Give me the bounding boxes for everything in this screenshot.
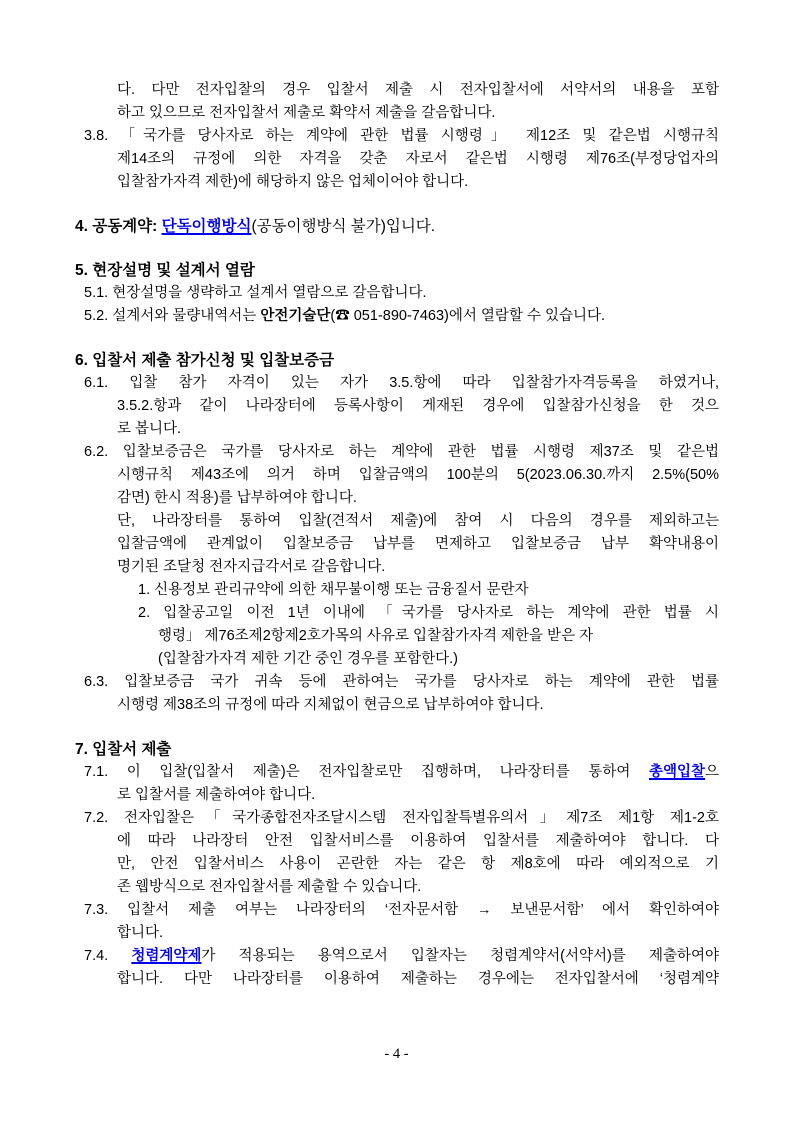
- text-line: [84, 945, 719, 968]
- text-segment: 3.8. 「국가를 당사자로 하는 계약에 관한 법률 시행령」 제12조 및 같은법 시행규칙: [84, 128, 719, 144]
- text-line: [117, 418, 719, 441]
- bold-text-segment: 7. 입찰서 제출: [75, 741, 172, 758]
- text-segment: 7.2. 전자입찰은「국가종합전자조달시스템 전자입찰특별유의서」제7조 제1항 제1-2호: [84, 810, 719, 826]
- text-segment: 5.2. 설계서와 물량내역서는: [84, 308, 261, 324]
- section-4-heading: [75, 215, 719, 238]
- text-line: [84, 807, 719, 830]
- text-segment: 5.1. 현장설명을 생략하고 설계서 열람으로 갈음합니다.: [84, 285, 427, 301]
- text-segment: 6.1. 입찰 참가 자격이 있는 자가 3.5.항에 따라 입찰참가자격등록을 하였거나,: [84, 375, 719, 391]
- bold-text-segment: 6. 입찰서 제출 참가신청 및 입찰보증금: [75, 352, 335, 369]
- text-line: [117, 876, 719, 899]
- text-line: [117, 922, 719, 945]
- text-segment: 3.5.2.항과 같이 나라장터에 등록사항이 게재된 경우에 입찰참가신청을 한 것으: [117, 398, 719, 414]
- text-segment: 6.2. 입찰보증금은 국가를 당사자로 하는 계약에 관한 법률 시행령 제37조 및 같은법: [84, 444, 719, 460]
- text-segment: 하고 있으므로 전자입찰서 제출로 확약서 제출을 갈음합니다.: [117, 105, 496, 121]
- text-line: [84, 125, 719, 148]
- text-line: [117, 853, 719, 876]
- text-line: [84, 441, 719, 464]
- text-line: [117, 102, 719, 125]
- text-line: [84, 372, 719, 395]
- page-number: - 4 -: [384, 1046, 409, 1062]
- text-segment: 7.1. 이 입찰(입찰서 제출)은 전자입찰로만 집행하며, 나라장터를 통하여: [84, 764, 649, 780]
- text-segment: 명기된 조달청 전자지급각서로 갈음합니다.: [117, 559, 386, 575]
- text-segment: (입찰참가자격 제한 기간 중인 경우를 포함한다.): [158, 651, 458, 667]
- highlighted-term: 단독이행방식: [161, 218, 252, 235]
- text-segment: 가 적용되는 용역으로서 입찰자는 청렴계약서(서약서)를 제출하여야: [201, 948, 719, 964]
- text-line: [117, 148, 719, 171]
- text-segment: 감면) 한시 적용)를 납부하여야 합니다.: [117, 490, 357, 506]
- text-line: [117, 830, 719, 853]
- text-segment: 7.4.: [84, 948, 132, 964]
- text-line: [84, 671, 719, 694]
- document-body: [0, 79, 793, 991]
- text-line: [158, 648, 719, 671]
- bold-text-segment: 안전기술단: [260, 308, 331, 324]
- text-segment: 입찰참가자격 제한)에 해당하지 않은 업체이어야 합니다.: [117, 174, 469, 190]
- section-5-heading: [75, 259, 719, 282]
- text-segment: 합니다. 다만 나라장터를 이용하여 제출하는 경우에는 전자입찰서에 ‘청렴계약: [117, 971, 719, 987]
- text-segment: 다. 다만 전자입찰의 경우 입찰서 제출 시 전자입찰서에 서약서의 내용을 포함: [117, 82, 719, 98]
- text-line: [117, 487, 719, 510]
- text-line: [84, 305, 719, 328]
- text-segment: 시행규칙 제43조에 의거 하며 입찰금액의 100분의 5(2023.06.30.까지 2.5%(50%: [117, 467, 719, 483]
- text-line: [117, 464, 719, 487]
- bold-text-segment: 4. 공동계약:: [75, 218, 162, 235]
- text-line: [117, 395, 719, 418]
- text-line: [117, 968, 719, 991]
- text-segment: 단, 나라장터를 통하여 입찰(견적서 제출)에 참여 시 다음의 경우를 제외하고는: [117, 513, 719, 529]
- text-line: [117, 784, 719, 807]
- text-line: [117, 694, 719, 717]
- text-segment: 시행령 제38조의 규정에 따라 지체없이 현금으로 납부하여야 합니다.: [117, 697, 544, 713]
- text-segment: 존 웹방식으로 전자입찰서를 제출할 수 있습니다.: [117, 879, 422, 895]
- text-line: [117, 533, 719, 556]
- text-line: [84, 761, 719, 784]
- text-segment: 행령」 제76조제2항제2호가목의 사유로 입찰참가자격 제한을 받은 자: [158, 628, 594, 644]
- section-7-heading: [75, 738, 719, 761]
- text-segment: 합니다.: [117, 925, 164, 941]
- text-segment: (☎ 051-890-7463)에서 열람할 수 있습니다.: [330, 308, 606, 324]
- text-line: [117, 510, 719, 533]
- text-line: [84, 282, 719, 305]
- text-segment: 6.3. 입찰보증금 국가 귀속 등에 관하여는 국가를 당사자로 하는 계약에 관한 법률: [84, 674, 719, 690]
- text-segment: 1. 신용정보 관리규약에 의한 채무불이행 또는 금융질서 문란자: [138, 582, 529, 598]
- text-segment: 에 따라 나라장터 안전 입찰서비스를 이용하여 입찰서를 제출하여야 합니다. 다: [117, 833, 719, 849]
- text-line: [117, 171, 719, 194]
- text-segment: 만, 안전 입찰서비스 사용이 곤란한 자는 같은 항 제8호에 따라 예외적으로 기: [117, 856, 719, 872]
- bold-text-segment: 5. 현장설명 및 설계서 열람: [75, 262, 255, 279]
- text-segment: 입찰금액에 관계없이 입찰보증금 납부를 면제하고 입찰보증금 납부 확약내용이: [117, 536, 719, 552]
- highlighted-term: 총액입찰: [648, 764, 705, 780]
- text-segment: 7.3. 입찰서 제출 여부는 나라장터의 ‘전자문서함 → 보낸문서함’ 에서 확인하여야: [84, 902, 719, 918]
- text-segment: 로 봅니다.: [117, 421, 182, 437]
- text-segment: 2. 입찰공고일 이전 1년 이내에 「국가를 당사자로 하는 계약에 관한 법률 시: [138, 605, 719, 621]
- text-line: [138, 602, 719, 625]
- section-6-heading: [75, 349, 719, 372]
- text-segment: 로 입찰서를 제출하여야 합니다.: [117, 787, 316, 803]
- text-line: [117, 79, 719, 102]
- text-segment: 으: [704, 764, 719, 780]
- highlighted-term: 청렴계약제: [131, 948, 202, 964]
- text-line: [84, 899, 719, 922]
- text-line: [138, 579, 719, 602]
- text-line: [117, 556, 719, 579]
- text-segment: 제14조의 규정에 의한 자격을 갖춘 자로서 같은법 시행령 제76조(부정당업자의: [117, 151, 719, 167]
- text-segment: (공동이행방식 불가)입니다.: [251, 218, 436, 235]
- text-line: [158, 625, 719, 648]
